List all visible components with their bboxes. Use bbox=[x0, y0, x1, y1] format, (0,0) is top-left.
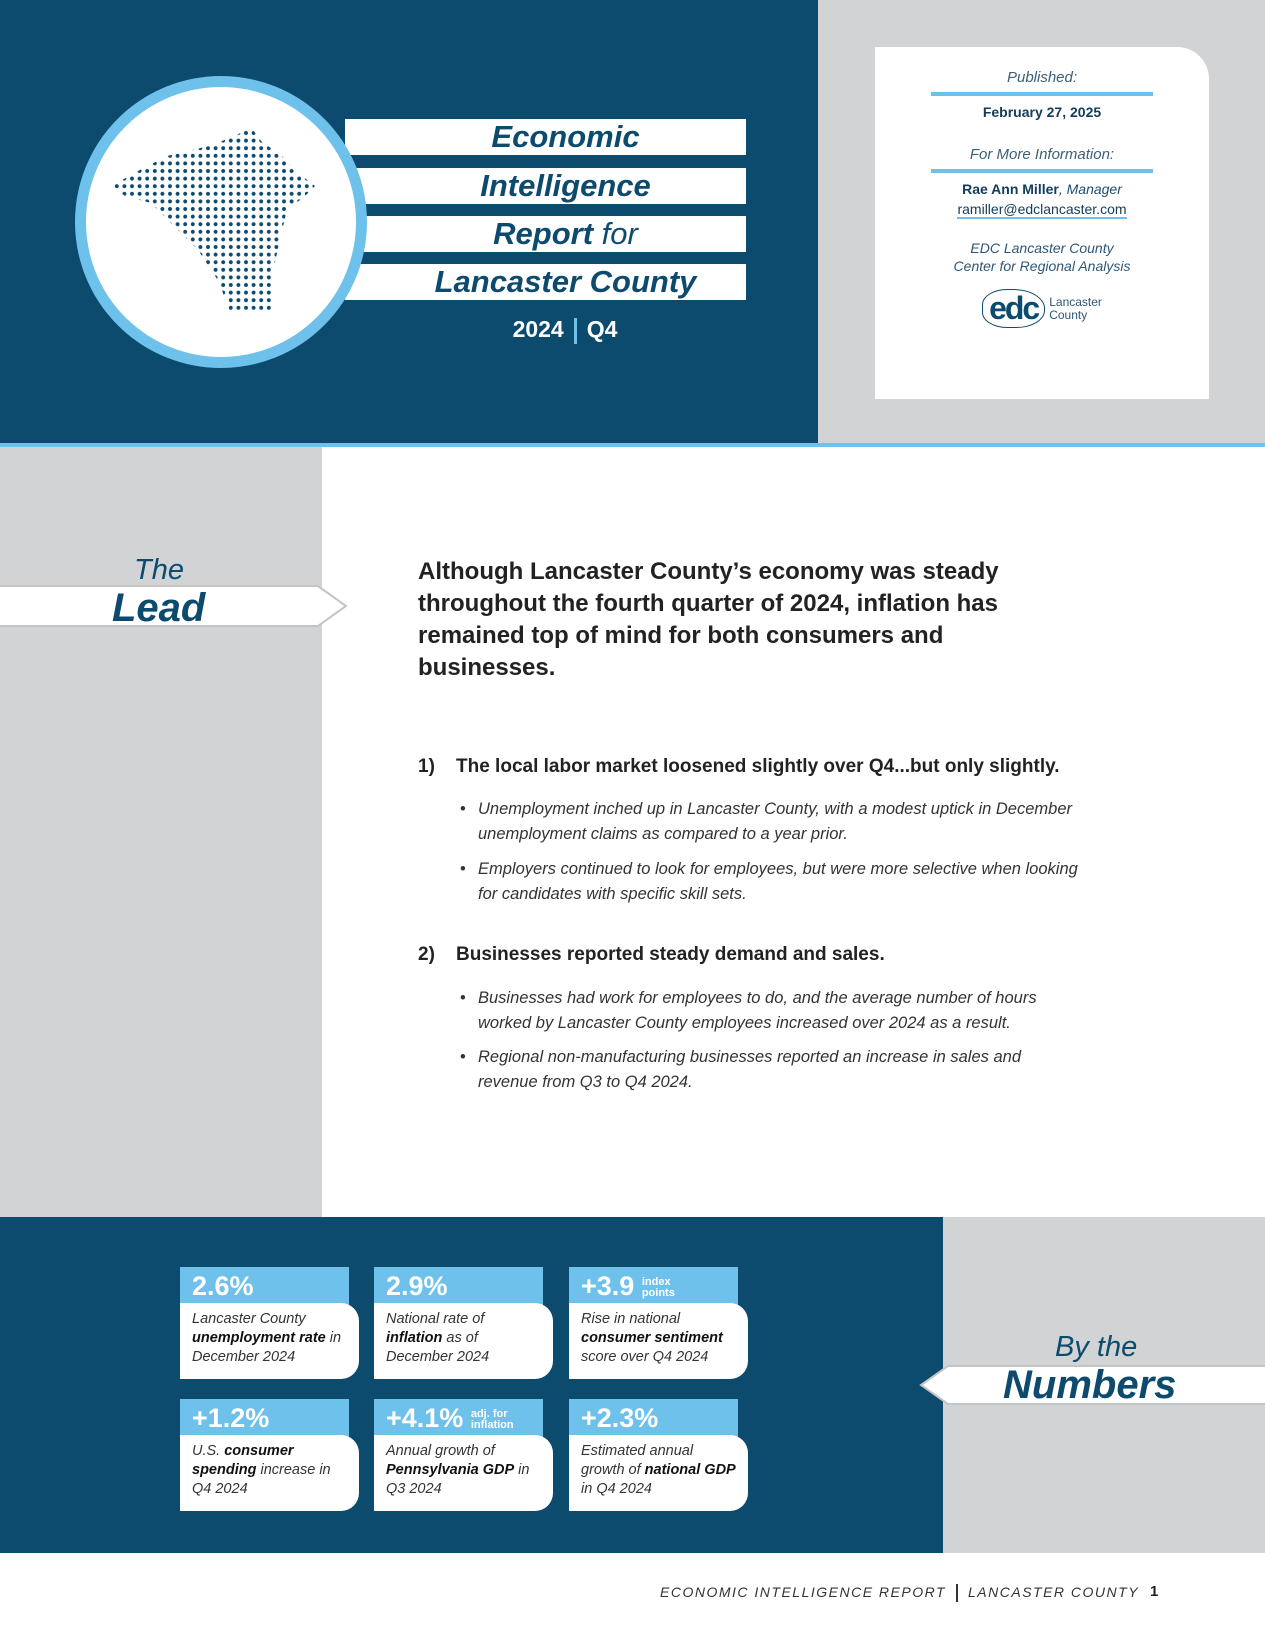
lead-label-the: The bbox=[134, 554, 184, 586]
stat-suffix: adj. for inflation bbox=[470, 1407, 514, 1431]
stat-value: +2.3% bbox=[581, 1403, 659, 1433]
footer-county: LANCASTER COUNTY bbox=[968, 1584, 1140, 1600]
numbers-label-by-the: By the bbox=[1055, 1331, 1138, 1363]
stat-card bbox=[374, 1399, 553, 1511]
point-heading-2 bbox=[418, 943, 885, 967]
logo-sub-2: County bbox=[1049, 307, 1088, 322]
stat-desc-pre: Annual growth of bbox=[386, 1443, 495, 1459]
title-report: Report bbox=[493, 216, 594, 251]
county-map-icon bbox=[75, 76, 367, 368]
stat-value-box bbox=[180, 1267, 349, 1305]
stat-desc-pre: U.S. bbox=[192, 1443, 225, 1459]
stat-desc-bold: unemployment rate bbox=[192, 1330, 326, 1346]
stat-suffix: index points bbox=[641, 1275, 675, 1299]
stat-desc-bold: consumer spending bbox=[192, 1443, 294, 1478]
stat-desc-pre: Lancaster County bbox=[192, 1311, 306, 1327]
stat-value: 2.6% bbox=[192, 1271, 254, 1301]
stat-desc-post: in Q4 2024 bbox=[581, 1481, 652, 1497]
stat-card bbox=[180, 1267, 359, 1379]
stat-value: +4.1% bbox=[386, 1403, 464, 1433]
stat-description bbox=[180, 1303, 359, 1379]
edc-logo-mark: edc bbox=[982, 289, 1045, 328]
footer bbox=[660, 1584, 1139, 1602]
rule bbox=[931, 92, 1153, 96]
stat-value-box bbox=[180, 1399, 349, 1437]
stat-card bbox=[374, 1267, 553, 1379]
stat-desc-bold: consumer sentiment bbox=[581, 1330, 723, 1346]
lead-label: Lead bbox=[112, 586, 206, 630]
stat-value: 2.9% bbox=[386, 1271, 448, 1301]
stat-desc-pre: Rise in national bbox=[581, 1311, 681, 1327]
contact-name: Rae Ann Miller bbox=[962, 181, 1059, 197]
bullet-item: • Unemployment inched up in Lancaster County, with a modest uptick in December unemployment claims as compared to a year prior. bbox=[460, 797, 1080, 847]
stat-value-box bbox=[374, 1267, 543, 1305]
contact-role: , Manager bbox=[1058, 181, 1122, 197]
stat-desc-post: in Q3 2024 bbox=[386, 1462, 530, 1497]
stat-value: +1.2% bbox=[192, 1403, 270, 1433]
more-info-label: For More Information: bbox=[969, 146, 1115, 163]
point-title: Businesses reported steady demand and sales. bbox=[456, 944, 885, 965]
report-quarter: Q4 bbox=[586, 316, 618, 342]
logo-sub-1: Lancaster bbox=[1049, 294, 1102, 309]
title-line-2: Intelligence bbox=[345, 168, 746, 204]
title-line-4: Lancaster County bbox=[345, 264, 746, 300]
stat-description bbox=[569, 1435, 748, 1511]
page-number: 1 bbox=[1150, 1583, 1159, 1600]
report-year: 2024 bbox=[512, 316, 564, 342]
stat-desc-pre: Estimated annual growth of bbox=[581, 1443, 694, 1478]
stat-value-box bbox=[374, 1399, 543, 1437]
org-line-1: EDC Lancaster County bbox=[970, 240, 1114, 256]
title-line-1: Economic bbox=[345, 119, 746, 155]
stat-value: +3.9 bbox=[581, 1271, 635, 1301]
numbers-label: Numbers bbox=[1003, 1363, 1177, 1407]
stat-desc-bold: Pennsylvania GDP bbox=[386, 1462, 515, 1478]
separator bbox=[956, 1584, 958, 1602]
point-number: 1) bbox=[418, 756, 435, 777]
stat-description bbox=[374, 1435, 553, 1511]
title-line-3 bbox=[345, 216, 746, 252]
bullet-item: • Businesses had work for employees to do, and the average number of hours worked by Lancaster County employees increased over 2024 as a result. bbox=[460, 986, 1080, 1036]
stat-desc-post: increase in Q4 2024 bbox=[192, 1462, 331, 1497]
stat-description bbox=[374, 1303, 553, 1379]
footer-report-name: ECONOMIC INTELLIGENCE REPORT bbox=[660, 1584, 947, 1600]
org-line-2: Center for Regional Analysis bbox=[953, 258, 1131, 274]
report-period bbox=[440, 316, 690, 344]
point-title: The local labor market loosened slightly over Q4...but only slightly. bbox=[456, 756, 1060, 777]
stat-desc-post: in December 2024 bbox=[192, 1330, 342, 1365]
stat-value-box bbox=[569, 1399, 738, 1437]
bullet-item: • Regional non-manufacturing businesses reported an increase in sales and revenue from Q3 to Q4 2024. bbox=[460, 1045, 1080, 1095]
stat-card bbox=[180, 1399, 359, 1511]
published-date: February 27, 2025 bbox=[982, 104, 1102, 120]
contact-email-link[interactable]: ramiller@edclancaster.com bbox=[957, 201, 1127, 217]
stat-description bbox=[180, 1435, 359, 1511]
published-label: Published: bbox=[1006, 69, 1078, 86]
bullet-item: • Employers continued to look for employees, but were more selective when looking for candidates with specific skill sets. bbox=[460, 857, 1080, 907]
lead-summary: Although Lancaster County’s economy was steady throughout the fourth quarter of 2024, inflation has remained top of mind for both consumers and businesses. bbox=[418, 558, 999, 681]
edc-logo bbox=[875, 289, 1209, 328]
rule bbox=[931, 169, 1153, 173]
stat-desc-post: score over Q4 2024 bbox=[581, 1349, 709, 1365]
stat-desc-post: as of December 2024 bbox=[386, 1330, 490, 1365]
info-card bbox=[875, 47, 1209, 399]
point-heading-1 bbox=[418, 755, 1060, 779]
separator bbox=[574, 318, 577, 344]
stat-value-box bbox=[569, 1267, 738, 1305]
title-for: for bbox=[601, 216, 638, 251]
point-number: 2) bbox=[418, 944, 435, 965]
stat-card bbox=[569, 1267, 748, 1379]
stat-desc-pre: National rate of bbox=[386, 1311, 485, 1327]
stat-desc-bold: national GDP bbox=[644, 1462, 736, 1478]
stat-card bbox=[569, 1399, 748, 1511]
stat-desc-bold: inflation bbox=[386, 1330, 443, 1346]
stat-description bbox=[569, 1303, 748, 1379]
